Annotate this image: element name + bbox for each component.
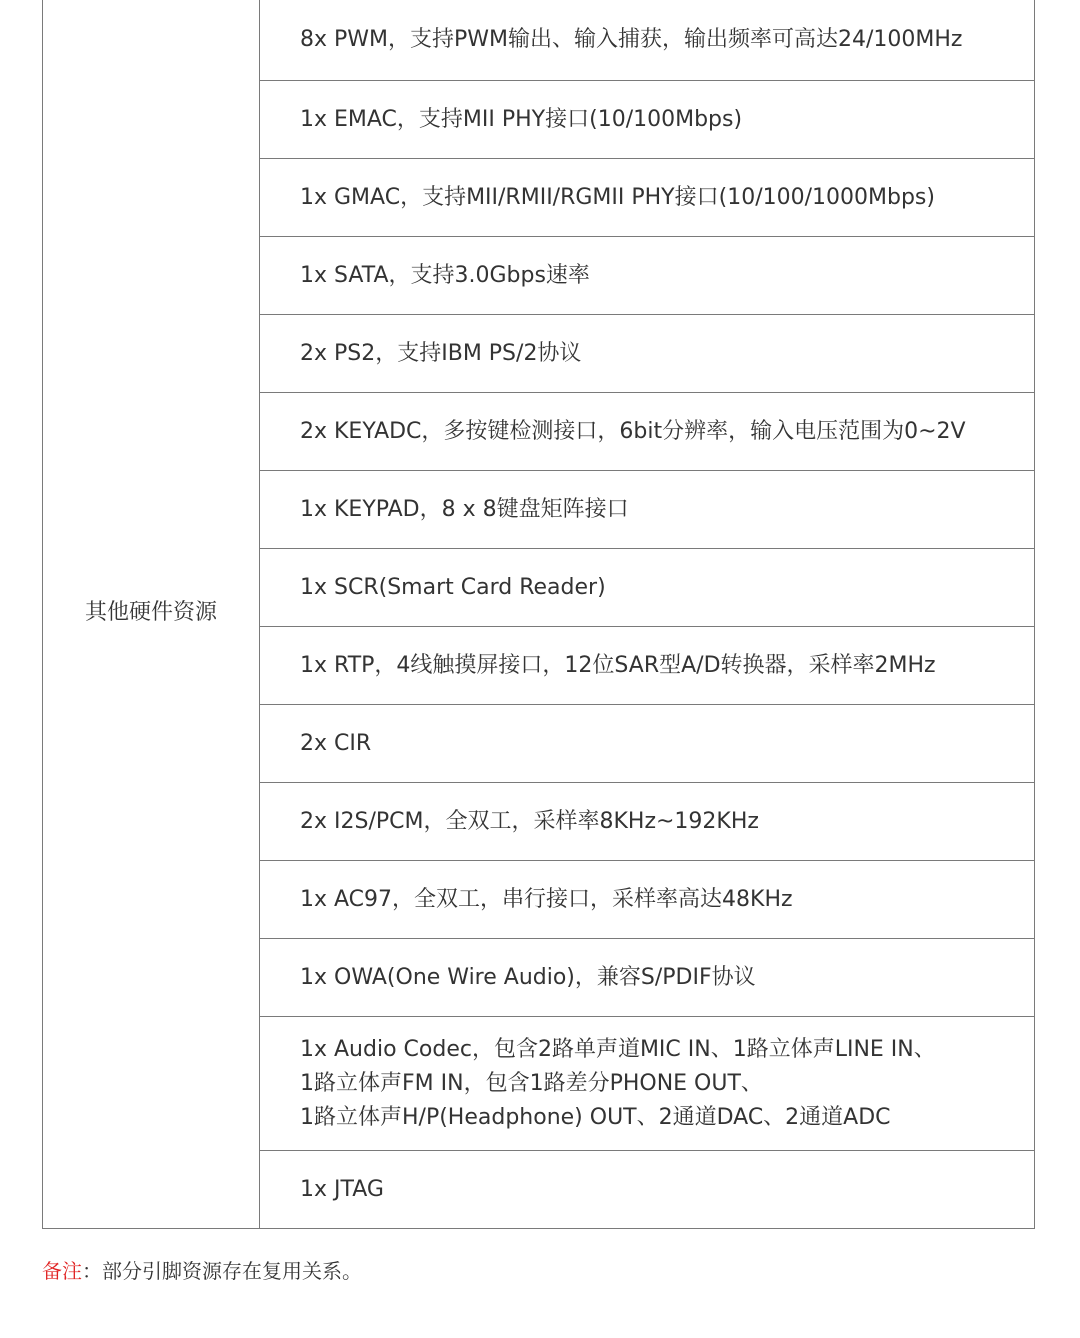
spec-cell: [260, 861, 1035, 939]
spec-text: 1x KEYPAD，8 x 8键盘矩阵接口: [300, 496, 629, 522]
hardware-spec-table: [42, 0, 1035, 1229]
spec-cell: [260, 159, 1035, 237]
spec-cell: [260, 315, 1035, 393]
spec-text: 1x Audio Codec，包含2路单声道MIC IN、1路立体声LINE IN、: [300, 1036, 936, 1062]
note-label: 备注: [42, 1259, 82, 1283]
spec-text: 1x SCR(Smart Card Reader): [300, 574, 606, 600]
spec-text: 1路立体声H/P(Headphone) OUT、2通道DAC、2通道ADC: [300, 1104, 891, 1130]
spec-cell: [260, 1017, 1035, 1151]
spec-text: 1路立体声FM IN，包含1路差分PHONE OUT、: [300, 1070, 763, 1096]
spec-text: 2x PS2，支持IBM PS/2协议: [300, 340, 582, 366]
spec-text: 1x GMAC，支持MII/RMII/RGMII PHY接口(10/100/1000Mbps): [300, 184, 935, 210]
spec-text: 1x AC97，全双工，串行接口，采样率高达48KHz: [300, 886, 793, 912]
spec-text: 2x KEYADC，多按键检测接口，6bit分辨率，输入电压范围为0~2V: [300, 418, 966, 444]
spec-cell: [260, 237, 1035, 315]
spec-text: 1x EMAC，支持MII PHY接口(10/100Mbps): [300, 106, 743, 132]
spec-text: 2x CIR: [300, 730, 372, 756]
category-cell: [43, 0, 260, 1229]
spec-text: 1x OWA(One Wire Audio)，兼容S/PDIF协议: [300, 964, 756, 990]
spec-cell: [260, 783, 1035, 861]
spec-text: 8x PWM，支持PWM输出、输入捕获，输出频率可高达24/100MHz: [300, 26, 963, 52]
note-text: ：部分引脚资源存在复用关系。: [82, 1259, 362, 1283]
footnote: [42, 1256, 362, 1286]
spec-cell: [260, 705, 1035, 783]
category-label: 其他硬件资源: [84, 600, 217, 626]
spec-text: 1x JTAG: [300, 1176, 384, 1202]
spec-cell: [260, 81, 1035, 159]
spec-cell: [260, 549, 1035, 627]
spec-text: 1x SATA，支持3.0Gbps速率: [300, 262, 590, 288]
spec-text: 2x I2S/PCM，全双工，采样率8KHz~192KHz: [300, 808, 759, 834]
table-row: [43, 0, 1035, 81]
spec-cell: [260, 471, 1035, 549]
spec-cell: [260, 939, 1035, 1017]
spec-cell: [260, 1151, 1035, 1229]
spec-cell: [260, 0, 1035, 81]
spec-cell: [260, 627, 1035, 705]
spec-text: 1x RTP，4线触摸屏接口，12位SAR型A/D转换器，采样率2MHz: [300, 652, 936, 678]
spec-table-body: [43, 0, 1035, 1229]
spec-cell: [260, 393, 1035, 471]
